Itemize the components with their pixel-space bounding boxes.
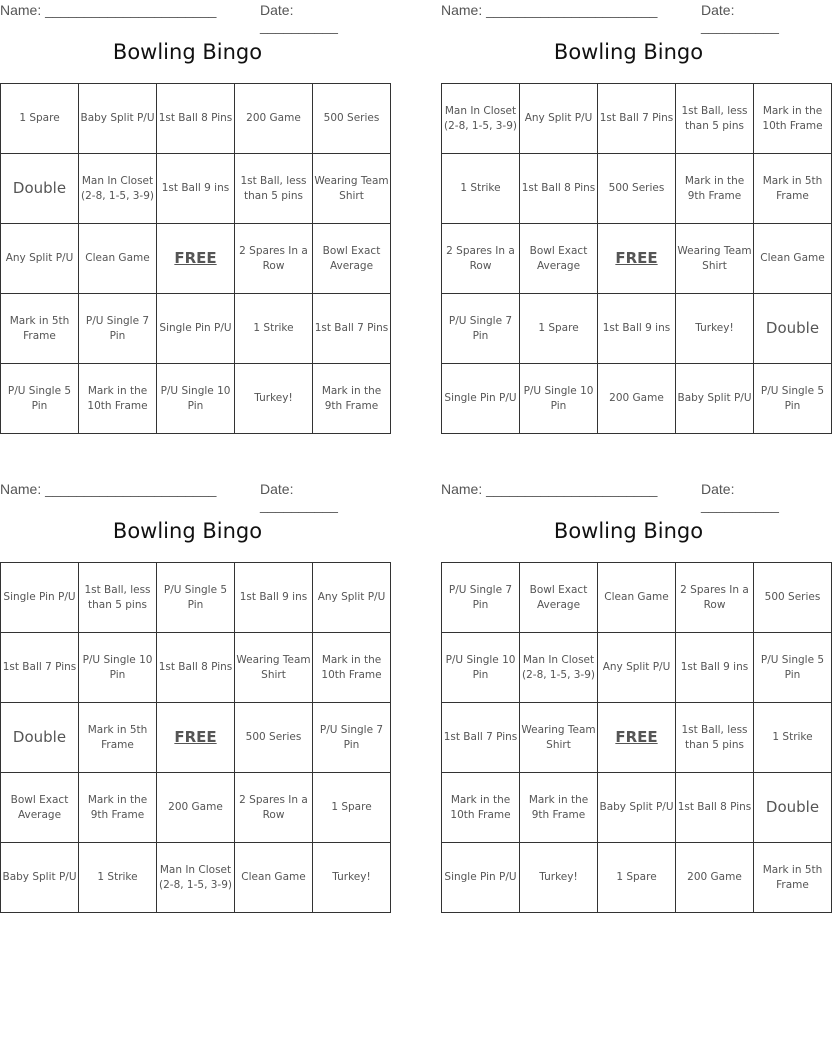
bingo-cell: 1 Strike [442, 154, 520, 224]
bingo-cell: P/U Single 7 Pin [442, 294, 520, 364]
bingo-cell: Man In Closet (2-8, 1-5, 3-9) [79, 154, 157, 224]
bingo-cell: 1st Ball 7 Pins [1, 633, 79, 703]
bingo-cell: 500 Series [313, 84, 391, 154]
bingo-cell: 200 Game [676, 843, 754, 913]
date-label: Date: __________ [701, 481, 779, 513]
bingo-cell: Mark in 5th Frame [754, 154, 832, 224]
bingo-cell: Wearing Team Shirt [676, 224, 754, 294]
bingo-cell: 1st Ball, less than 5 pins [676, 84, 754, 154]
bingo-cell: 2 Spares In a Row [676, 563, 754, 633]
bingo-cell: 500 Series [235, 703, 313, 773]
bingo-cell: Mark in 5th Frame [754, 843, 832, 913]
bingo-cell: Single Pin P/U [442, 364, 520, 434]
name-label: Name: ______________________ [0, 2, 217, 18]
bingo-cell: 1st Ball 9 ins [676, 633, 754, 703]
date-label: Date: __________ [260, 2, 338, 34]
bingo-cell: 2 Spares In a Row [235, 224, 313, 294]
bingo-cell: Double [754, 294, 832, 364]
card-title: Bowling Bingo [112, 519, 263, 543]
bingo-cell: Man In Closet (2-8, 1-5, 3-9) [520, 633, 598, 703]
bingo-cell: Bowl Exact Average [520, 224, 598, 294]
bingo-cell: P/U Single 5 Pin [754, 364, 832, 434]
bingo-cell: Clean Game [598, 563, 676, 633]
bingo-card-3 [0, 479, 386, 891]
bingo-cell: Double [1, 703, 79, 773]
bingo-cell: P/U Single 7 Pin [79, 294, 157, 364]
bingo-cell: Baby Split P/U [676, 364, 754, 434]
bingo-cell: 2 Spares In a Row [235, 773, 313, 843]
bingo-cell: Wearing Team Shirt [235, 633, 313, 703]
bingo-cell: Turkey! [520, 843, 598, 913]
bingo-cell: Turkey! [313, 843, 391, 913]
date-label: Date: __________ [260, 481, 338, 513]
bingo-cell: P/U Single 5 Pin [1, 364, 79, 434]
bingo-cell: Bowl Exact Average [1, 773, 79, 843]
bingo-cell: 1st Ball, less than 5 pins [235, 154, 313, 224]
bingo-cell: P/U Single 10 Pin [157, 364, 235, 434]
bingo-cell: 200 Game [157, 773, 235, 843]
name-label: Name: ______________________ [441, 2, 658, 18]
bingo-cell: Clean Game [235, 843, 313, 913]
bingo-cell: 1 Spare [1, 84, 79, 154]
bingo-cell: Any Split P/U [520, 84, 598, 154]
bingo-cell: Any Split P/U [1, 224, 79, 294]
bingo-cell: 1st Ball 9 ins [157, 154, 235, 224]
bingo-cell: Wearing Team Shirt [313, 154, 391, 224]
bingo-cell: Mark in the 10th Frame [79, 364, 157, 434]
bingo-cell: Baby Split P/U [79, 84, 157, 154]
bingo-cell: 1st Ball 8 Pins [520, 154, 598, 224]
bingo-cell: Mark in the 10th Frame [442, 773, 520, 843]
bingo-card-1 [0, 0, 389, 412]
bingo-cell: Single Pin P/U [157, 294, 235, 364]
bingo-cell: 1 Spare [598, 843, 676, 913]
bingo-grid [441, 562, 832, 913]
bingo-cell: Man In Closet (2-8, 1-5, 3-9) [157, 843, 235, 913]
bingo-cell: Any Split P/U [313, 563, 391, 633]
bingo-cell: P/U Single 5 Pin [157, 563, 235, 633]
free-cell: FREE [598, 703, 676, 773]
bingo-cell: 1st Ball, less than 5 pins [676, 703, 754, 773]
bingo-cell: Mark in 5th Frame [79, 703, 157, 773]
bingo-cell: 1st Ball 8 Pins [676, 773, 754, 843]
free-cell: FREE [157, 224, 235, 294]
bingo-cell: 1st Ball, less than 5 pins [79, 563, 157, 633]
bingo-cell: 1st Ball 7 Pins [442, 703, 520, 773]
bingo-cell: 200 Game [598, 364, 676, 434]
bingo-cell: 1 Strike [235, 294, 313, 364]
name-date-row [0, 0, 375, 34]
bingo-cell: 1st Ball 7 Pins [598, 84, 676, 154]
bingo-cell: 1st Ball 7 Pins [313, 294, 391, 364]
bingo-cell: Wearing Team Shirt [520, 703, 598, 773]
bingo-cell: P/U Single 10 Pin [442, 633, 520, 703]
bingo-cell: 1 Strike [79, 843, 157, 913]
bingo-cell: P/U Single 10 Pin [79, 633, 157, 703]
bingo-cell: P/U Single 5 Pin [754, 633, 832, 703]
name-date-row [441, 0, 816, 34]
bingo-cell: 1st Ball 9 ins [598, 294, 676, 364]
bingo-cell: Double [1, 154, 79, 224]
bingo-cell: P/U Single 7 Pin [442, 563, 520, 633]
bingo-cell: 1 Strike [754, 703, 832, 773]
bingo-cell: Mark in 5th Frame [1, 294, 79, 364]
bingo-card-2 [441, 0, 825, 412]
bingo-cell: 200 Game [235, 84, 313, 154]
card-title: Bowling Bingo [553, 519, 704, 543]
card-title: Bowling Bingo [553, 40, 704, 64]
bingo-cell: Mark in the 9th Frame [520, 773, 598, 843]
free-cell: FREE [598, 224, 676, 294]
bingo-cell: Turkey! [235, 364, 313, 434]
bingo-cell: Clean Game [754, 224, 832, 294]
free-cell: FREE [157, 703, 235, 773]
bingo-cell: 1st Ball 8 Pins [157, 84, 235, 154]
bingo-card-4 [441, 479, 825, 891]
bingo-cell: Baby Split P/U [598, 773, 676, 843]
bingo-grid [0, 83, 391, 434]
bingo-cell: 1st Ball 8 Pins [157, 633, 235, 703]
bingo-cell: Baby Split P/U [1, 843, 79, 913]
bingo-cell: 1st Ball 9 ins [235, 563, 313, 633]
bingo-cell: 1 Spare [520, 294, 598, 364]
bingo-cell: Mark in the 10th Frame [313, 633, 391, 703]
card-title: Bowling Bingo [112, 40, 263, 64]
bingo-cell: Single Pin P/U [442, 843, 520, 913]
name-date-row [0, 479, 375, 513]
bingo-cell: 500 Series [598, 154, 676, 224]
bingo-cell: Any Split P/U [598, 633, 676, 703]
bingo-cell: Man In Closet (2-8, 1-5, 3-9) [442, 84, 520, 154]
bingo-grid [0, 562, 391, 913]
bingo-cell: Mark in the 9th Frame [79, 773, 157, 843]
bingo-cell: Turkey! [676, 294, 754, 364]
bingo-cell: 2 Spares In a Row [442, 224, 520, 294]
bingo-cell: Bowl Exact Average [520, 563, 598, 633]
name-date-row [441, 479, 816, 513]
bingo-cell: Clean Game [79, 224, 157, 294]
bingo-cell: Double [754, 773, 832, 843]
name-label: Name: ______________________ [0, 481, 217, 497]
bingo-cell: 500 Series [754, 563, 832, 633]
bingo-cell: Mark in the 10th Frame [754, 84, 832, 154]
bingo-cell: Single Pin P/U [1, 563, 79, 633]
bingo-cell: Bowl Exact Average [313, 224, 391, 294]
bingo-cell: P/U Single 7 Pin [313, 703, 391, 773]
bingo-cell: P/U Single 10 Pin [520, 364, 598, 434]
bingo-cell: 1 Spare [313, 773, 391, 843]
bingo-cell: Mark in the 9th Frame [313, 364, 391, 434]
name-label: Name: ______________________ [441, 481, 658, 497]
bingo-grid [441, 83, 832, 434]
date-label: Date: __________ [701, 2, 779, 34]
bingo-cell: Mark in the 9th Frame [676, 154, 754, 224]
